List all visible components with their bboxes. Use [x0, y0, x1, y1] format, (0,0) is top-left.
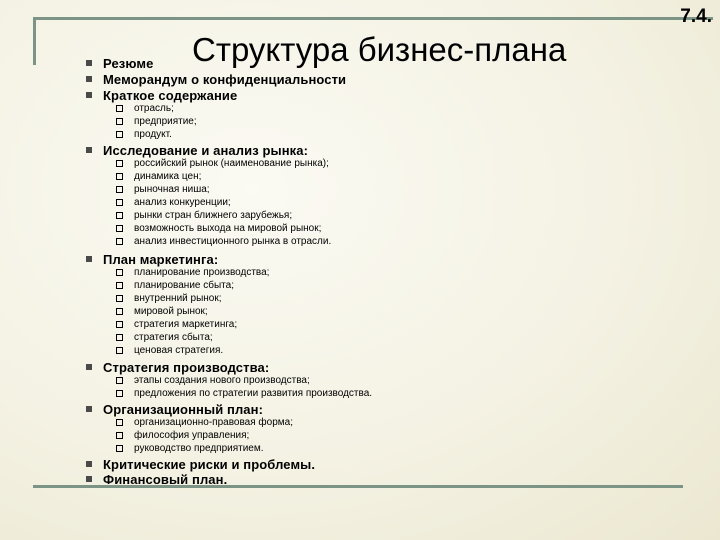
square-bullet-icon — [86, 92, 92, 98]
outline-subitem — [116, 157, 329, 170]
outline-subitem-label: ценовая стратегия. — [134, 345, 224, 356]
outline-subitem — [116, 374, 310, 387]
outline-subitem-label: планирование сбыта; — [134, 280, 234, 291]
outline-subitem — [116, 416, 293, 429]
outline-item — [86, 359, 269, 375]
outline-subitem-label: российский рынок (наименование рынка); — [134, 158, 329, 169]
hollow-square-bullet-icon — [116, 199, 123, 206]
frame-left-line — [33, 17, 36, 65]
outline-subitem-label: этапы создания нового производства; — [134, 375, 310, 386]
square-bullet-icon — [86, 476, 92, 482]
outline-subitem-label: стратегия сбыта; — [134, 332, 213, 343]
hollow-square-bullet-icon — [116, 238, 123, 245]
outline-subitem — [116, 183, 210, 196]
outline-subitem-label: возможность выхода на мировой рынок; — [134, 223, 322, 234]
outline-subitem — [116, 209, 292, 222]
outline-subitem — [116, 128, 172, 141]
outline-subitem-label: руководство предприятием. — [134, 443, 264, 454]
hollow-square-bullet-icon — [116, 131, 123, 138]
outline-item-label: Исследование и анализ рынка: — [103, 142, 309, 158]
hollow-square-bullet-icon — [116, 118, 123, 125]
square-bullet-icon — [86, 147, 92, 153]
outline-subitem — [116, 102, 174, 115]
hollow-square-bullet-icon — [116, 225, 123, 232]
square-bullet-icon — [86, 76, 92, 82]
outline-item — [86, 142, 308, 158]
outline-subitem — [116, 222, 321, 235]
frame-top-line — [33, 17, 713, 20]
outline-item-label: Организационный план: — [103, 401, 264, 417]
outline-subitem — [116, 318, 237, 331]
hollow-square-bullet-icon — [116, 105, 123, 112]
outline-item — [86, 471, 227, 487]
outline-subitem — [116, 115, 197, 128]
hollow-square-bullet-icon — [116, 334, 123, 341]
outline-item — [86, 401, 263, 417]
outline-subitem-label: предложения по стратегии развития производства. — [134, 388, 373, 399]
outline-subitem-label: философия управления; — [134, 430, 250, 441]
outline-subitem-label: мировой рынок; — [134, 306, 208, 317]
outline-subitem-label: внутренний рынок; — [134, 293, 222, 304]
outline-subitem — [116, 429, 249, 442]
outline-item — [86, 71, 346, 87]
outline-item-label: Меморандум о конфиденциальности — [103, 71, 347, 87]
hollow-square-bullet-icon — [116, 269, 123, 276]
hollow-square-bullet-icon — [116, 445, 123, 452]
hollow-square-bullet-icon — [116, 308, 123, 315]
slide-number: 7.4. — [680, 6, 712, 27]
hollow-square-bullet-icon — [116, 282, 123, 289]
square-bullet-icon — [86, 406, 92, 412]
outline-subitem-label: отрасль; — [134, 103, 174, 114]
hollow-square-bullet-icon — [116, 390, 123, 397]
outline-subitem — [116, 235, 331, 248]
hollow-square-bullet-icon — [116, 212, 123, 219]
outline-item — [86, 251, 218, 267]
outline-subitem — [116, 442, 264, 455]
outline-item-label: План маркетинга: — [103, 251, 219, 267]
hollow-square-bullet-icon — [116, 173, 123, 180]
outline-subitem-label: рынки стран ближнего зарубежья; — [134, 210, 293, 221]
square-bullet-icon — [86, 256, 92, 262]
square-bullet-icon — [86, 364, 92, 370]
outline-subitem-label: организационно-правовая форма; — [134, 417, 293, 428]
outline-subitem — [116, 331, 213, 344]
outline-item-label: Финансовый план. — [103, 471, 228, 487]
outline-subitem-label: предприятие; — [134, 116, 197, 127]
outline-item — [86, 87, 237, 103]
outline-subitem-label: продукт. — [134, 129, 172, 140]
outline-subitem-label: рыночная ниша; — [134, 184, 210, 195]
outline-subitem — [116, 387, 372, 400]
square-bullet-icon — [86, 60, 92, 66]
hollow-square-bullet-icon — [116, 432, 123, 439]
outline-subitem — [116, 292, 222, 305]
hollow-square-bullet-icon — [116, 419, 123, 426]
outline-subitem — [116, 305, 208, 318]
slide-title: Структура бизнес-плана — [192, 31, 567, 68]
outline-subitem-label: планирование производства; — [134, 267, 270, 278]
hollow-square-bullet-icon — [116, 321, 123, 328]
square-bullet-icon — [86, 461, 92, 467]
hollow-square-bullet-icon — [116, 377, 123, 384]
outline-item-label: Резюме — [103, 55, 154, 71]
outline-subitem — [116, 266, 269, 279]
hollow-square-bullet-icon — [116, 186, 123, 193]
outline-item — [86, 55, 153, 71]
outline-subitem — [116, 344, 223, 357]
hollow-square-bullet-icon — [116, 295, 123, 302]
outline-subitem-label: анализ конкуренции; — [134, 197, 231, 208]
outline-item-label: Краткое содержание — [103, 87, 238, 103]
outline-subitem-label: динамика цен; — [134, 171, 202, 182]
outline-subitem — [116, 170, 201, 183]
outline-item-label: Критические риски и проблемы. — [103, 456, 316, 472]
outline-subitem — [116, 196, 231, 209]
outline-item-label: Стратегия производства: — [103, 359, 270, 375]
outline-subitem-label: анализ инвестиционного рынка в отрасли. — [134, 236, 332, 247]
outline-subitem — [116, 279, 234, 292]
outline-subitem-label: стратегия маркетинга; — [134, 319, 238, 330]
hollow-square-bullet-icon — [116, 160, 123, 167]
hollow-square-bullet-icon — [116, 347, 123, 354]
outline-item — [86, 456, 315, 472]
